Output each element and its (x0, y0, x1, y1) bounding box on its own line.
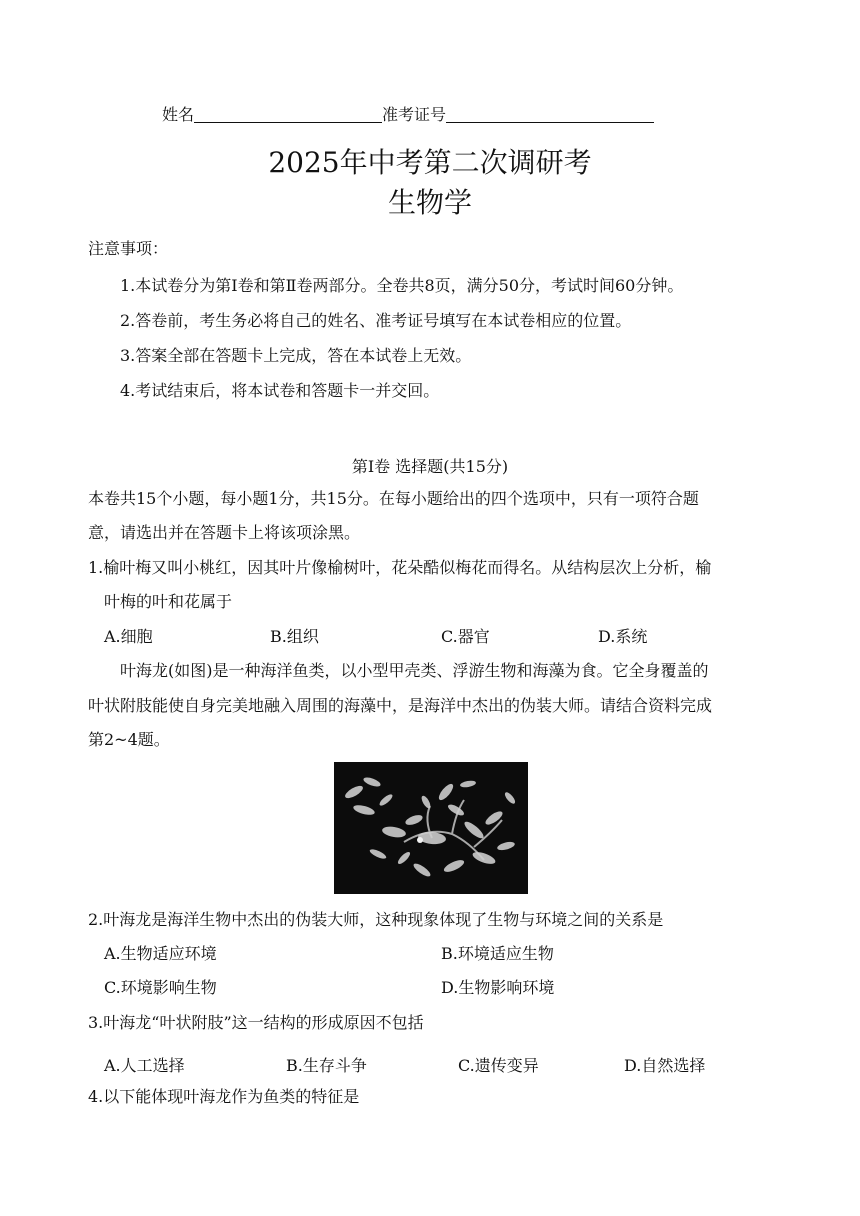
material-line1: 叶海龙(如图)是一种海洋鱼类，以小型甲壳类、浮游生物和海藻为食。它全身覆盖的 (120, 661, 709, 680)
candidate-info-line (162, 102, 654, 125)
note-item-1: 1.本试卷分为第Ⅰ卷和第Ⅱ卷两部分。全卷共8页，满分50分，考试时间60分钟。 (120, 276, 684, 295)
subject-title: 生物学 (387, 186, 472, 219)
q3-option-b: B.生存斗争 (286, 1056, 367, 1075)
name-label: 姓名 (162, 105, 195, 124)
q1-option-b: B.组织 (270, 627, 319, 646)
note-item-4: 4.考试结束后，将本试卷和答题卡一并交回。 (120, 381, 440, 400)
section-intro-line2: 意，请选出并在答题卡上将该项涂黑。 (88, 523, 361, 542)
id-label: 准考证号 (382, 105, 447, 124)
q2-stem: 2.叶海龙是海洋生物中杰出的伪装大师，这种现象体现了生物与环境之间的关系是 (88, 910, 664, 929)
note-item-3: 3.答案全部在答题卡上完成，答在本试卷上无效。 (120, 346, 472, 365)
section-heading: 第Ⅰ卷 选择题(共15分) (351, 457, 509, 476)
q3-option-c: C.遗传变异 (458, 1056, 539, 1075)
q1-option-d: D.系统 (598, 627, 648, 646)
section-intro-line1: 本卷共15个小题，每小题1分，共15分。在每小题给出的四个选项中，只有一项符合题 (88, 489, 699, 508)
q3-option-d: D.自然选择 (624, 1056, 706, 1075)
q1-stem-line1: 1.榆叶梅又叫小桃红，因其叶片像榆树叶，花朵酷似梅花而得名。从结构层次上分析，榆 (88, 558, 712, 577)
q1-stem-line2: 叶梅的叶和花属于 (104, 592, 233, 611)
material-line3: 第2~4题。 (88, 730, 170, 749)
q1-option-a: A.细胞 (104, 627, 153, 646)
q2-option-c: C.环境影响生物 (104, 978, 217, 997)
q3-option-a: A.人工选择 (104, 1056, 185, 1075)
q2-option-d: D.生物影响环境 (441, 978, 555, 997)
q3-stem: 3.叶海龙“叶状附肢”这一结构的形成原因不包括 (88, 1013, 424, 1032)
q2-option-a: A.生物适应环境 (104, 944, 217, 963)
q1-option-c: C.器官 (441, 627, 490, 646)
notes-heading: 注意事项： (88, 239, 169, 258)
leafy-seadragon-figure (334, 762, 528, 894)
id-blank[interactable] (446, 106, 654, 123)
leafy-seadragon-image (334, 762, 528, 894)
q2-option-b: B.环境适应生物 (441, 944, 554, 963)
note-item-2: 2.答卷前，考生务必将自己的姓名、准考证号填写在本试卷相应的位置。 (120, 311, 632, 330)
exam-title: 2025年中考第二次调研考 (268, 146, 592, 179)
name-blank[interactable] (194, 106, 382, 123)
material-line2: 叶状附肢能使自身完美地融入周围的海藻中，是海洋中杰出的伪装大师。请结合资料完成 (88, 696, 713, 715)
q4-stem: 4.以下能体现叶海龙作为鱼类的特征是 (88, 1087, 360, 1106)
